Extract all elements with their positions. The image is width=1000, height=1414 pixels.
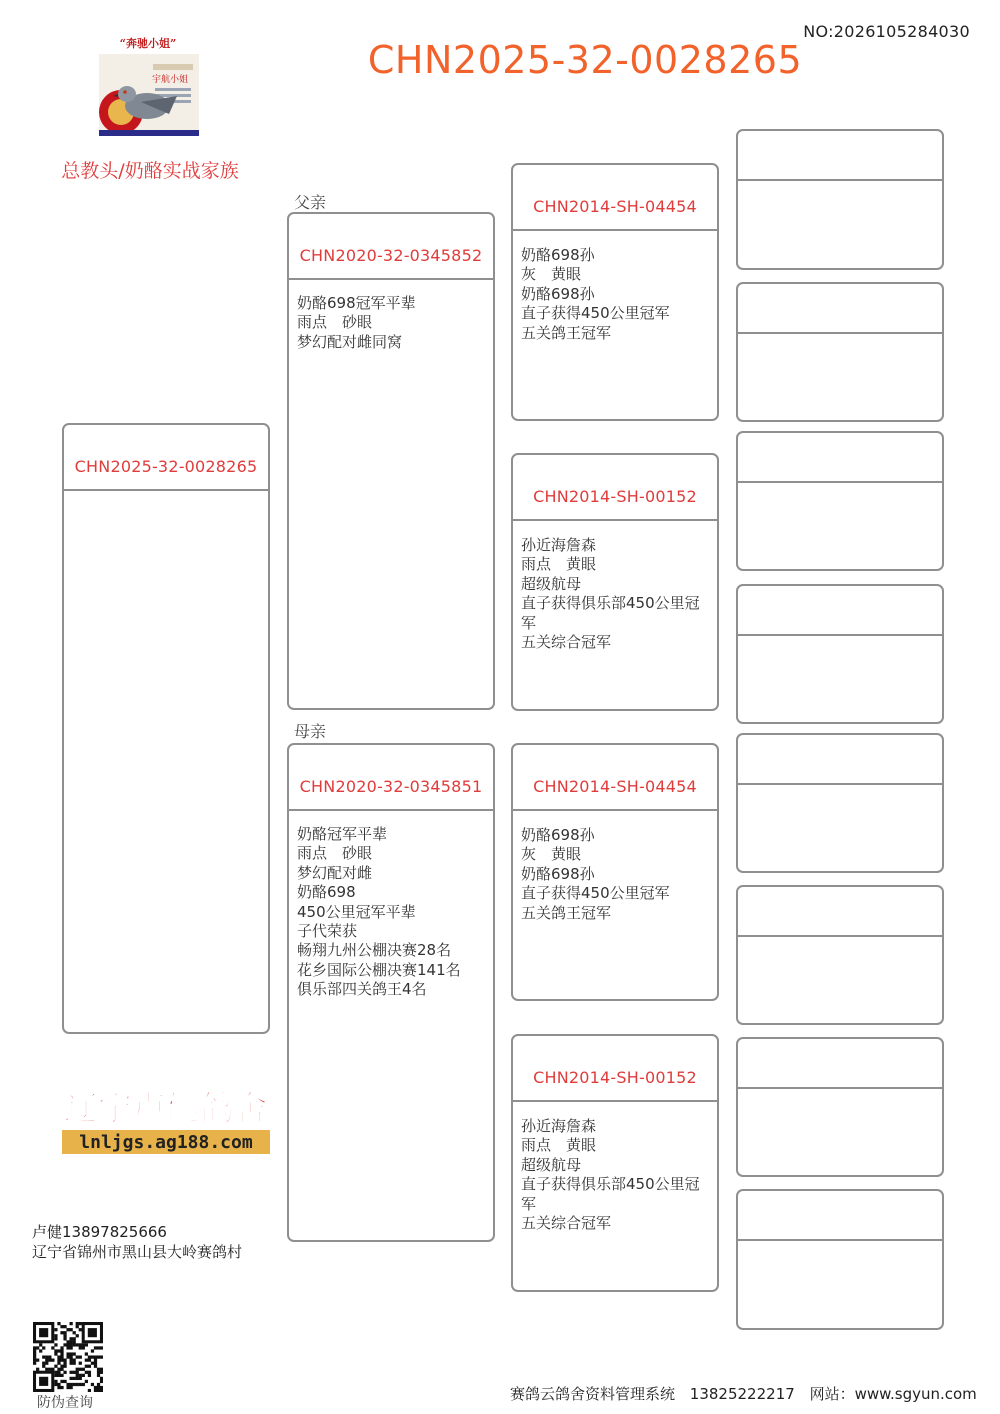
grandparent-ring: CHN2014-SH-00152 bbox=[533, 487, 697, 506]
document-number: NO:2026105284030 bbox=[803, 22, 970, 41]
maternal-granddam-card bbox=[511, 1034, 719, 1292]
mother-details: 奶酪冠军平辈 雨点 砂眼 梦幻配对雌 奶酪698 450公里冠军平辈 子代荣获 畅翔九州公棚决赛28名 花乡国际公棚决赛141名 俱乐部四关鸽王4名 bbox=[297, 825, 461, 999]
page-title: CHN2025-32-0028265 bbox=[367, 38, 803, 82]
paternal-granddam-card bbox=[511, 453, 719, 711]
loft-logo bbox=[62, 1078, 270, 1158]
mother-label: 母亲 bbox=[294, 722, 327, 741]
grandparent-details: 孙近海詹森 雨点 黄眼 超级航母 直子获得俱乐部450公里冠军 五关综合冠军 bbox=[521, 1117, 700, 1233]
contact-phone: 卢健13897825666 bbox=[32, 1223, 167, 1241]
grandparent-details: 奶酪698孙 灰 黄眼 奶酪698孙 直子获得450公里冠军 五关鸽王冠军 bbox=[521, 246, 670, 342]
footer-site: 网站：www.sgyun.com bbox=[809, 1385, 977, 1403]
contact-address: 辽宁省锦州市黑山县大岭赛鸽村 bbox=[32, 1243, 243, 1261]
subject-card bbox=[62, 423, 270, 1034]
footer-system: 赛鸽云鸽舍资料管理系统 bbox=[510, 1385, 676, 1403]
great-grandparent-card bbox=[736, 584, 944, 724]
great-grandparent-card bbox=[736, 282, 944, 422]
mother-ring: CHN2020-32-0345851 bbox=[299, 777, 483, 796]
father-label: 父亲 bbox=[294, 193, 327, 212]
great-grandparent-card bbox=[736, 885, 944, 1025]
maternal-grandsire-card bbox=[511, 743, 719, 1001]
grandparent-ring: CHN2014-SH-04454 bbox=[533, 777, 697, 796]
footer bbox=[510, 1383, 987, 1404]
great-grandparent-card bbox=[736, 733, 944, 873]
loft-name: 辽宁卢健鸽舍 bbox=[64, 1089, 268, 1129]
footer-tel: 13825222217 bbox=[689, 1385, 795, 1403]
pigeon-photo bbox=[95, 34, 201, 138]
qr-label: 防伪查询 bbox=[37, 1395, 93, 1411]
grandparent-details: 孙近海詹森 雨点 黄眼 超级航母 直子获得俱乐部450公里冠军 五关综合冠军 bbox=[521, 536, 700, 652]
mother-card bbox=[287, 743, 495, 1242]
great-grandparent-card bbox=[736, 1189, 944, 1330]
family-line: 总教头/奶酪实战家族 bbox=[61, 160, 239, 182]
paternal-grandsire-card bbox=[511, 163, 719, 421]
logo-caption: “奔驰小姐” bbox=[119, 37, 177, 50]
great-grandparent-card bbox=[736, 1037, 944, 1177]
loft-site: lnljgs.ag188.com bbox=[79, 1132, 253, 1153]
father-details: 奶酪698冠军平辈 雨点 砂眼 梦幻配对雌同窝 bbox=[297, 294, 416, 351]
grandparent-details: 奶酪698孙 灰 黄眼 奶酪698孙 直子获得450公里冠军 五关鸽王冠军 bbox=[521, 826, 670, 922]
grandparent-ring: CHN2014-SH-00152 bbox=[533, 1068, 697, 1087]
father-card bbox=[287, 212, 495, 710]
subject-ring: CHN2025-32-0028265 bbox=[74, 457, 258, 476]
great-grandparent-card bbox=[736, 129, 944, 270]
qr-code[interactable] bbox=[33, 1322, 103, 1392]
great-grandparent-card bbox=[736, 431, 944, 571]
logo-inner-text: 宇航小姐 bbox=[151, 75, 189, 85]
grandparent-ring: CHN2014-SH-04454 bbox=[533, 197, 697, 216]
father-ring: CHN2020-32-0345852 bbox=[299, 246, 483, 265]
